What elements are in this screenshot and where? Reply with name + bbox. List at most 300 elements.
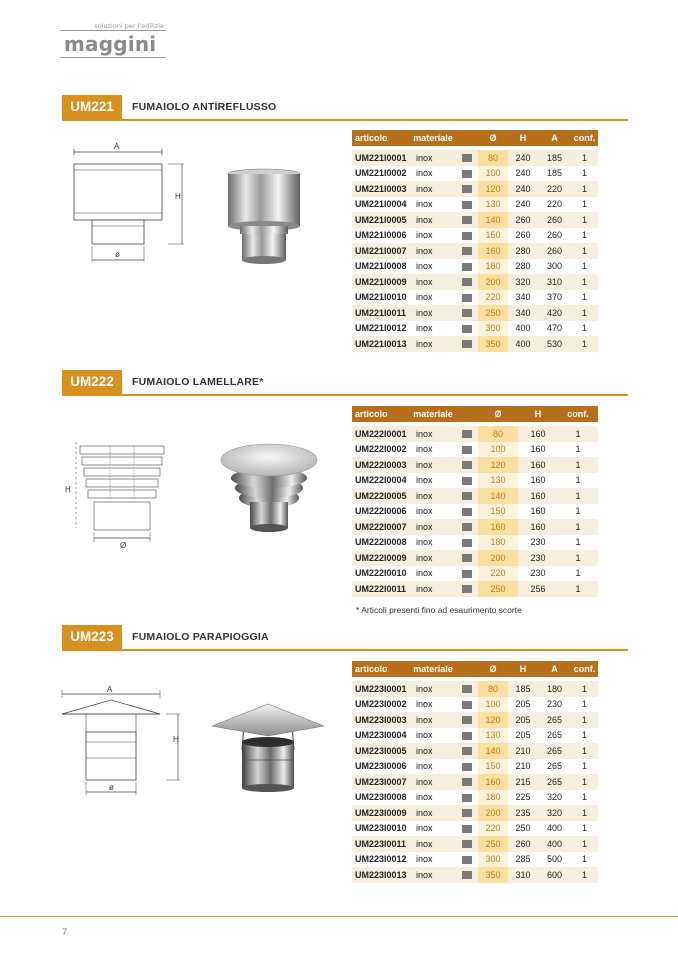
cell-value: 280	[515, 261, 531, 272]
material-swatch-icon	[462, 263, 472, 271]
cell-value: 160	[518, 488, 558, 504]
cell-articolo: UM223I0011	[352, 836, 410, 852]
table-row	[352, 550, 598, 566]
section-header-um222	[62, 370, 628, 396]
column-header-materiale: materiale	[410, 406, 456, 422]
cell-value: 400	[515, 323, 531, 334]
table-row	[352, 566, 598, 582]
cell-value: 280	[508, 243, 538, 259]
cell-diameter: 180	[478, 259, 508, 275]
cell-articolo: UM223I0008	[355, 792, 407, 803]
cell-value: 205	[508, 712, 538, 728]
table-row	[352, 321, 598, 337]
cell-value: 235	[508, 805, 538, 821]
cell-articolo: UM223I0005	[352, 743, 410, 759]
cell-value: 230	[530, 568, 546, 579]
dimension-label-diameter: Ø	[120, 541, 127, 550]
cell-value: 1	[571, 274, 598, 290]
cell-value: 1	[558, 488, 598, 504]
column-header-a: A	[538, 661, 571, 677]
cell-value: 260	[538, 243, 571, 259]
cell-value: 1	[575, 506, 581, 517]
cell-value: 265	[538, 774, 571, 790]
cell-diameter: 120	[478, 712, 508, 728]
table-row	[352, 821, 598, 837]
cell-diameter: 140	[478, 488, 518, 504]
product-photo-um223	[208, 696, 328, 796]
table-row	[352, 259, 598, 275]
dimension-label-a: A	[107, 685, 113, 694]
cell-materiale: inox	[416, 199, 433, 210]
cell-materiale: inox	[416, 761, 433, 772]
material-swatch-icon	[462, 294, 472, 302]
cell-value: 240	[515, 168, 531, 179]
cell-value: 260	[515, 230, 531, 241]
cell-articolo: UM222I0007	[352, 519, 410, 535]
cell-materiale: inox	[410, 336, 456, 352]
cell-articolo: UM221I0013	[352, 336, 410, 352]
product-photo-um221	[222, 166, 306, 266]
table-row	[352, 535, 598, 551]
dimension-label-diameter: ø	[115, 250, 120, 259]
cell-value: 1	[581, 792, 587, 803]
cell-value: 300	[546, 261, 563, 272]
cell-value: 1	[571, 836, 598, 852]
material-swatch-icon	[462, 794, 472, 802]
cell-value: 256	[518, 581, 558, 597]
column-header-diameter: Ø	[478, 406, 518, 422]
spec-table-um221	[352, 130, 598, 352]
table-row	[352, 473, 598, 489]
cell-materiale: inox	[410, 743, 456, 759]
cell-value: 1	[581, 261, 587, 272]
cell-diameter: 220	[478, 566, 518, 582]
cell-value: 205	[515, 699, 531, 710]
cell-value: 1	[581, 761, 587, 772]
cell-value: 160	[518, 519, 558, 535]
cell-value: 1	[571, 305, 598, 321]
table-row	[352, 805, 598, 821]
cell-value: 160	[518, 457, 558, 473]
material-swatch-icon	[462, 701, 472, 709]
cell-value: 1	[581, 292, 587, 303]
cell-value: 210	[515, 761, 531, 772]
column-header-h: H	[508, 661, 538, 677]
cell-value: 1	[581, 730, 587, 741]
cell-diameter: 250	[478, 581, 518, 597]
cell-value: 1	[558, 550, 598, 566]
section-code: UM222	[62, 370, 122, 394]
cell-articolo: UM222I0003	[352, 457, 410, 473]
cell-value: 160	[530, 506, 546, 517]
material-swatch-icon	[462, 278, 472, 286]
column-header-articolo: articolo	[352, 661, 410, 677]
cell-value: 260	[546, 230, 563, 241]
cell-materiale: inox	[416, 823, 433, 834]
cell-value: 1	[581, 854, 587, 865]
cell-materiale: inox	[416, 292, 433, 303]
material-swatch-icon	[462, 201, 472, 209]
cell-materiale: inox	[410, 774, 456, 790]
cell-articolo: UM221I0004	[355, 199, 407, 210]
cell-value: 370	[546, 292, 563, 303]
cell-materiale: inox	[410, 581, 456, 597]
material-swatch-icon	[462, 539, 472, 547]
material-swatch-icon	[462, 554, 472, 562]
cell-diameter: 220	[478, 290, 508, 306]
table-row	[352, 197, 598, 213]
cell-value: 600	[538, 867, 571, 883]
material-swatch-icon	[462, 856, 472, 864]
brand-logo	[60, 22, 168, 60]
cell-value: 1	[571, 150, 598, 166]
cell-diameter: 160	[478, 243, 508, 259]
cell-materiale: inox	[410, 150, 456, 166]
table-row	[352, 743, 598, 759]
cell-value: 230	[546, 699, 563, 710]
cell-value: 1	[571, 805, 598, 821]
material-swatch-icon	[462, 809, 472, 817]
cell-value: 1	[571, 774, 598, 790]
cell-articolo: UM223I0007	[352, 774, 410, 790]
cell-articolo: UM221I0007	[352, 243, 410, 259]
cell-diameter: 130	[478, 473, 518, 489]
column-header-h: H	[518, 406, 558, 422]
material-swatch-icon	[462, 170, 472, 178]
cell-value: 185	[508, 681, 538, 697]
cell-diameter: 160	[478, 774, 508, 790]
table-row	[352, 166, 598, 182]
table-row	[352, 774, 598, 790]
cell-materiale: inox	[416, 537, 433, 548]
cell-articolo: UM222I0009	[352, 550, 410, 566]
cell-materiale: inox	[416, 230, 433, 241]
cell-value: 160	[518, 426, 558, 442]
cell-value: 250	[515, 823, 531, 834]
technical-drawing-um223	[56, 682, 196, 798]
table-row	[352, 790, 598, 806]
material-swatch-icon	[462, 523, 472, 531]
cell-articolo: UM221I0005	[352, 212, 410, 228]
table-row	[352, 867, 598, 883]
cell-articolo: UM223I0012	[355, 854, 407, 865]
cell-value: 265	[546, 730, 563, 741]
cell-value: 400	[538, 836, 571, 852]
cell-diameter: 150	[478, 228, 508, 244]
section-header-um223	[62, 625, 628, 651]
cell-value: 230	[530, 537, 546, 548]
table-row	[352, 181, 598, 197]
cell-diameter: 350	[478, 336, 508, 352]
cell-value: 1	[558, 519, 598, 535]
column-header-h: H	[508, 130, 538, 146]
cell-value: 265	[546, 761, 563, 772]
table-row	[352, 243, 598, 259]
material-swatch-icon	[462, 732, 472, 740]
cell-value: 340	[508, 305, 538, 321]
cell-articolo: UM223I0003	[352, 712, 410, 728]
material-swatch-icon	[462, 461, 472, 469]
cell-articolo: UM222I0004	[355, 475, 407, 486]
cell-articolo: UM222I0005	[352, 488, 410, 504]
column-header-a: A	[538, 130, 571, 146]
cell-materiale: inox	[416, 730, 433, 741]
cell-articolo: UM222I0010	[355, 568, 407, 579]
cell-materiale: inox	[410, 212, 456, 228]
cell-diameter: 100	[478, 166, 508, 182]
cell-value: 400	[546, 823, 563, 834]
material-swatch-icon	[462, 477, 472, 485]
table-row	[352, 581, 598, 597]
material-swatch-icon	[462, 825, 472, 833]
cell-materiale: inox	[410, 550, 456, 566]
material-swatch-icon	[462, 570, 472, 578]
cell-diameter: 300	[478, 321, 508, 337]
cell-materiale: inox	[410, 519, 456, 535]
cell-value: 1	[575, 568, 581, 579]
table-row	[352, 488, 598, 504]
cell-value: 1	[558, 581, 598, 597]
cell-value: 265	[538, 712, 571, 728]
cell-articolo: UM223I0002	[355, 699, 407, 710]
spec-table-um222	[352, 406, 598, 597]
cell-materiale: inox	[416, 506, 433, 517]
cell-value: 185	[546, 168, 563, 179]
table-row	[352, 274, 598, 290]
cell-articolo: UM221I0009	[352, 274, 410, 290]
cell-value: 240	[508, 150, 538, 166]
material-swatch-icon	[462, 340, 472, 348]
cell-materiale: inox	[416, 323, 433, 334]
cell-materiale: inox	[416, 168, 433, 179]
cell-materiale: inox	[416, 444, 433, 455]
footer-rule	[0, 916, 678, 917]
column-header-articolo: articolo	[352, 406, 410, 422]
material-swatch-icon	[462, 430, 472, 438]
cell-diameter: 300	[478, 852, 508, 868]
cell-diameter: 120	[478, 181, 508, 197]
table-row	[352, 712, 598, 728]
cell-materiale: inox	[410, 243, 456, 259]
cell-value: 265	[538, 743, 571, 759]
cell-diameter: 150	[478, 759, 508, 775]
material-swatch-icon	[462, 871, 472, 879]
material-swatch-icon	[462, 763, 472, 771]
cell-articolo: UM223I0004	[355, 730, 407, 741]
column-header-articolo: articolo	[352, 130, 410, 146]
cell-value: 1	[571, 867, 598, 883]
cell-diameter: 160	[478, 519, 518, 535]
cell-value: 1	[571, 743, 598, 759]
section-code: UM223	[62, 625, 122, 649]
table-row	[352, 457, 598, 473]
cell-materiale: inox	[416, 854, 433, 865]
section-code: UM221	[62, 95, 122, 119]
cell-value: 320	[508, 274, 538, 290]
table-row	[352, 426, 598, 442]
section-header-um221	[62, 95, 628, 121]
cell-materiale: inox	[416, 568, 433, 579]
table-row	[352, 228, 598, 244]
spec-table-um223	[352, 661, 598, 883]
cell-value: 1	[571, 681, 598, 697]
cell-materiale: inox	[410, 274, 456, 290]
table-row	[352, 519, 598, 535]
cell-value: 260	[508, 836, 538, 852]
table-row	[352, 150, 598, 166]
technical-drawing-um222	[60, 436, 192, 556]
cell-value: 1	[571, 712, 598, 728]
cell-value: 220	[546, 199, 563, 210]
column-header-diameter: Ø	[478, 661, 508, 677]
page-number: 7	[62, 927, 68, 937]
material-swatch-icon	[462, 325, 472, 333]
cell-value: 180	[538, 681, 571, 697]
material-swatch-icon	[462, 216, 472, 224]
cell-diameter: 140	[478, 743, 508, 759]
cell-value: 420	[538, 305, 571, 321]
cell-value: 340	[515, 292, 531, 303]
material-swatch-icon	[462, 747, 472, 755]
cell-value: 1	[581, 230, 587, 241]
cell-value: 1	[581, 823, 587, 834]
table-row	[352, 290, 598, 306]
cell-materiale: inox	[410, 867, 456, 883]
dimension-label-a: A	[114, 142, 120, 151]
cell-diameter: 200	[478, 550, 518, 566]
cell-value: 1	[575, 444, 581, 455]
cell-diameter: 80	[478, 426, 518, 442]
table-row	[352, 728, 598, 744]
cell-value: 500	[546, 854, 563, 865]
material-swatch-icon	[462, 508, 472, 516]
section-title: FUMAIOLO ANTIREFLUSSO	[132, 101, 277, 113]
cell-diameter: 350	[478, 867, 508, 883]
cell-diameter: 120	[478, 457, 518, 473]
cell-articolo: UM222I0002	[355, 444, 407, 455]
dimension-label-h: H	[173, 735, 179, 744]
table-row	[352, 212, 598, 228]
cell-materiale: inox	[410, 712, 456, 728]
product-photo-um222	[216, 440, 322, 536]
cell-articolo: UM222I0008	[355, 537, 407, 548]
cell-value: 210	[508, 743, 538, 759]
cell-value: 1	[581, 699, 587, 710]
cell-diameter: 140	[478, 212, 508, 228]
cell-value: 1	[571, 243, 598, 259]
table-row	[352, 336, 598, 352]
cell-articolo: UM222I0006	[355, 506, 407, 517]
cell-materiale: inox	[410, 836, 456, 852]
cell-diameter: 100	[478, 442, 518, 458]
cell-articolo: UM221I0006	[355, 230, 407, 241]
cell-diameter: 150	[478, 504, 518, 520]
material-swatch-icon	[462, 585, 472, 593]
cell-articolo: UM223I0006	[355, 761, 407, 772]
material-swatch-icon	[462, 185, 472, 193]
cell-value: 1	[575, 475, 581, 486]
table-row	[352, 442, 598, 458]
column-header-conf: conf.	[571, 661, 598, 677]
cell-value: 230	[518, 550, 558, 566]
table-row	[352, 759, 598, 775]
column-header-materiale: materiale	[410, 130, 456, 146]
cell-diameter: 220	[478, 821, 508, 837]
cell-articolo: UM223I0010	[355, 823, 407, 834]
cell-value: 400	[508, 336, 538, 352]
stock-note: * Articoli presenti fino ad esaurimento scorte	[356, 605, 522, 615]
cell-diameter: 200	[478, 274, 508, 290]
cell-value: 160	[530, 475, 546, 486]
cell-diameter: 180	[478, 790, 508, 806]
cell-diameter: 180	[478, 535, 518, 551]
cell-articolo: UM222I0011	[352, 581, 410, 597]
cell-articolo: UM221I0008	[355, 261, 407, 272]
material-swatch-icon	[462, 685, 472, 693]
cell-articolo: UM223I0013	[352, 867, 410, 883]
cell-value: 320	[538, 805, 571, 821]
cell-value: 260	[508, 212, 538, 228]
cell-articolo: UM221I0003	[352, 181, 410, 197]
cell-articolo: UM223I0001	[352, 681, 410, 697]
material-swatch-icon	[462, 778, 472, 786]
cell-materiale: inox	[410, 805, 456, 821]
cell-diameter: 100	[478, 697, 508, 713]
material-swatch-icon	[462, 716, 472, 724]
cell-articolo: UM221I0011	[352, 305, 410, 321]
cell-articolo: UM221I0010	[355, 292, 407, 303]
section-title: FUMAIOLO PARAPIOGGIA	[132, 631, 269, 643]
cell-value: 205	[515, 730, 531, 741]
cell-materiale: inox	[410, 488, 456, 504]
cell-articolo: UM221I0012	[355, 323, 407, 334]
cell-materiale: inox	[410, 426, 456, 442]
brand-name: maggini	[64, 32, 157, 56]
cell-materiale: inox	[416, 261, 433, 272]
cell-value: 240	[515, 199, 531, 210]
cell-articolo: UM221I0001	[352, 150, 410, 166]
cell-value: 220	[538, 181, 571, 197]
material-swatch-icon	[462, 492, 472, 500]
cell-value: 1	[581, 168, 587, 179]
cell-value: 1	[581, 323, 587, 334]
material-swatch-icon	[462, 446, 472, 454]
cell-value: 1	[558, 457, 598, 473]
cell-value: 320	[546, 792, 563, 803]
section-title: FUMAIOLO LAMELLARE*	[132, 376, 264, 388]
cell-value: 185	[538, 150, 571, 166]
material-swatch-icon	[462, 154, 472, 162]
cell-value: 530	[538, 336, 571, 352]
cell-value: 470	[546, 323, 563, 334]
dimension-label-h: H	[65, 485, 71, 494]
column-header-materiale: materiale	[410, 661, 456, 677]
cell-value: 285	[515, 854, 531, 865]
cell-value: 215	[508, 774, 538, 790]
cell-materiale: inox	[416, 475, 433, 486]
cell-diameter: 200	[478, 805, 508, 821]
table-row	[352, 504, 598, 520]
dimension-label-h: H	[175, 192, 181, 201]
cell-value: 260	[538, 212, 571, 228]
cell-value: 160	[530, 444, 546, 455]
cell-diameter: 80	[478, 150, 508, 166]
cell-articolo: UM222I0001	[352, 426, 410, 442]
column-header-diameter: Ø	[478, 130, 508, 146]
cell-diameter: 250	[478, 836, 508, 852]
cell-materiale: inox	[410, 181, 456, 197]
cell-materiale: inox	[416, 792, 433, 803]
